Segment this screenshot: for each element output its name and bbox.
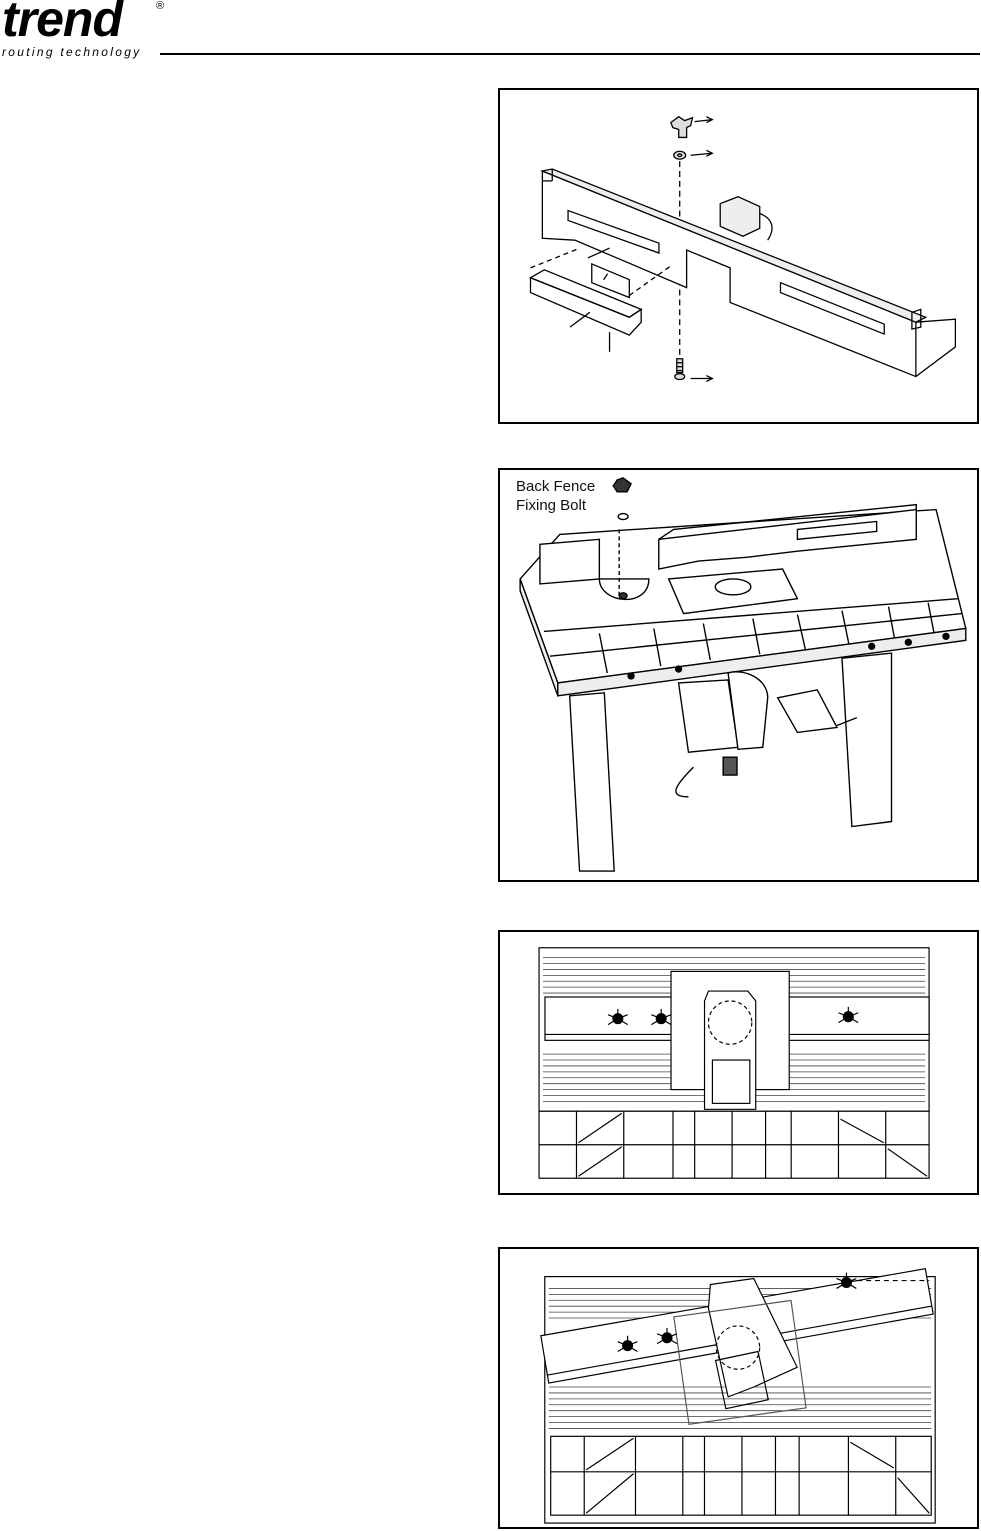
fence-assembly-illustration (500, 90, 977, 422)
registered-mark: ® (156, 0, 165, 12)
logo-tagline: routing technology (2, 45, 142, 59)
logo-wordmark: trend (2, 0, 122, 47)
top-view-diagram-angled (498, 1247, 979, 1529)
top-view-straight-illustration (500, 932, 977, 1193)
fence-assembly-diagram (498, 88, 979, 424)
router-table-diagram (498, 468, 979, 882)
top-view-diagram-straight (498, 930, 979, 1195)
back-fence-label-line1: Back Fence (516, 478, 596, 495)
router-table-illustration (500, 470, 977, 880)
header-rule (160, 53, 980, 55)
back-fence-label-line2: Fixing Bolt (516, 497, 587, 514)
trend-logo (0, 0, 170, 60)
top-view-angled-illustration (500, 1249, 977, 1527)
